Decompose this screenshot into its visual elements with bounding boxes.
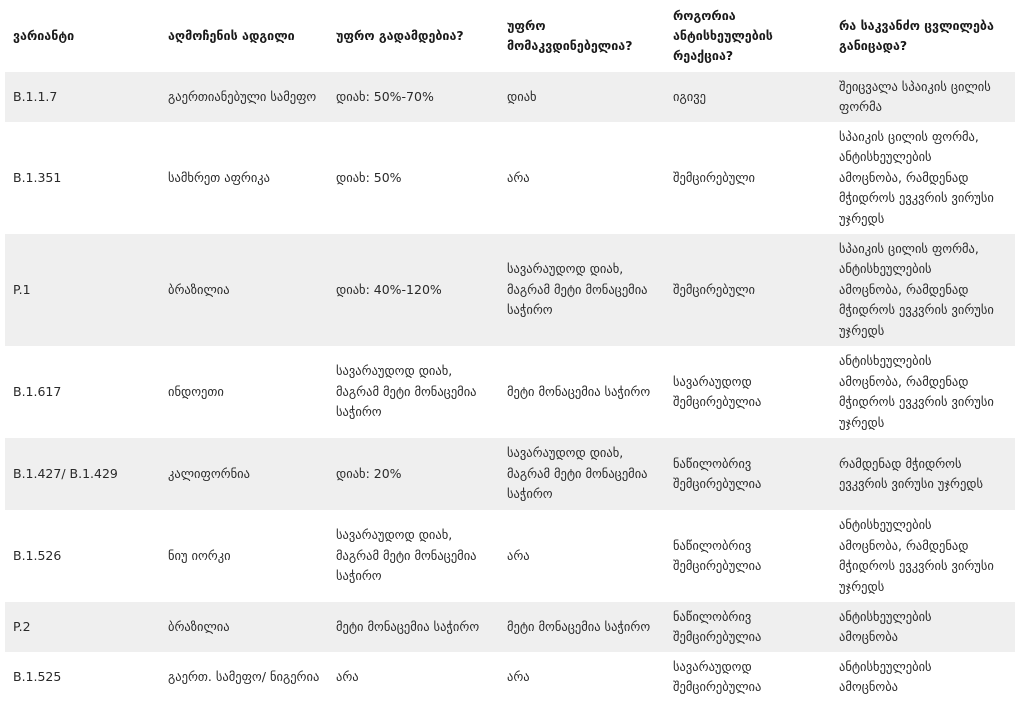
key-change-cell bbox=[831, 438, 1015, 510]
cell-text: გაერთ. სამეფო/ ნიგერია bbox=[168, 668, 320, 684]
cell-text: ბრაზილია bbox=[168, 281, 230, 297]
header-discovery-place bbox=[160, 0, 328, 72]
cell-text: ანტისხეულების ამოცნობა bbox=[839, 658, 932, 694]
cell-text: ნაწილობრივ შემცირებულია bbox=[673, 537, 762, 573]
variant-cell bbox=[5, 652, 160, 702]
transmissible-cell bbox=[328, 122, 499, 234]
header-variant bbox=[5, 0, 160, 72]
antibody-reaction-cell bbox=[665, 438, 831, 510]
variant-cell bbox=[5, 234, 160, 346]
cell-text: დიახ bbox=[507, 88, 537, 104]
header-more-lethal bbox=[499, 0, 665, 72]
variant-cell bbox=[5, 438, 160, 510]
lethal-cell bbox=[499, 346, 665, 438]
key-change-cell bbox=[831, 72, 1015, 122]
cell-text: ანტისხეულების ამოცნობა, რამდენად მჭიდროს ევკვრის ვირუსი უჯრედს bbox=[839, 353, 994, 430]
transmissible-cell bbox=[328, 72, 499, 122]
key-change-cell bbox=[831, 652, 1015, 702]
cell-text: სავარაუდოდ დიახ, მაგრამ მეტი მონაცემია საჭირო bbox=[336, 363, 477, 420]
cell-text: არა bbox=[507, 547, 530, 563]
key-change-cell bbox=[831, 602, 1015, 652]
cell-text: არა bbox=[336, 668, 359, 684]
antibody-reaction-cell bbox=[665, 122, 831, 234]
antibody-reaction-cell bbox=[665, 602, 831, 652]
cell-text: რამდენად მჭიდროს ევკვრის ვირუსი უჯრედს bbox=[839, 455, 984, 491]
cell-text: B.1.351 bbox=[13, 169, 62, 185]
cell-text: შემცირებული bbox=[673, 281, 756, 297]
header-row bbox=[5, 0, 1015, 72]
variant-cell bbox=[5, 602, 160, 652]
antibody-reaction-cell bbox=[665, 234, 831, 346]
key-change-cell bbox=[831, 346, 1015, 438]
antibody-reaction-cell bbox=[665, 510, 831, 602]
cell-text: P.1 bbox=[13, 281, 31, 297]
lethal-cell bbox=[499, 602, 665, 652]
variants-table bbox=[5, 0, 1015, 702]
cell-text: დიახ: 50%-70% bbox=[336, 88, 434, 104]
table-row bbox=[5, 602, 1015, 652]
transmissible-cell bbox=[328, 438, 499, 510]
table-body bbox=[5, 72, 1015, 702]
header-antibody-reaction bbox=[665, 0, 831, 72]
lethal-cell bbox=[499, 652, 665, 702]
table-header bbox=[5, 0, 1015, 72]
cell-text: მეტი მონაცემია საჭირო bbox=[507, 618, 651, 634]
cell-text: სპაიკის ცილის ფორმა, ანტისხეულების ამოცნობა, რამდენად მჭიდროს ევკვრის ვირუსი უჯრედს bbox=[839, 128, 994, 226]
cell-text: ნაწილობრივ შემცირებულია bbox=[673, 608, 762, 644]
variant-cell bbox=[5, 510, 160, 602]
antibody-reaction-cell bbox=[665, 652, 831, 702]
cell-text: არა bbox=[507, 169, 530, 185]
discovery-place-cell bbox=[160, 122, 328, 234]
key-change-cell bbox=[831, 510, 1015, 602]
cell-text: არა bbox=[507, 668, 530, 684]
cell-text: იგივე bbox=[673, 88, 706, 104]
lethal-cell bbox=[499, 438, 665, 510]
cell-text: ნაწილობრივ შემცირებულია bbox=[673, 455, 762, 491]
cell-text: ინდოეთი bbox=[168, 383, 224, 399]
cell-text: გაერთიანებული სამეფო bbox=[168, 88, 317, 104]
cell-text: სავარაუდოდ შემცირებულია bbox=[673, 658, 762, 694]
table-row bbox=[5, 652, 1015, 702]
cell-text: სავარაუდოდ დიახ, მაგრამ მეტი მონაცემია საჭირო bbox=[507, 445, 648, 502]
lethal-cell bbox=[499, 234, 665, 346]
lethal-cell bbox=[499, 122, 665, 234]
cell-text: სამხრეთ აფრიკა bbox=[168, 169, 271, 185]
transmissible-cell bbox=[328, 652, 499, 702]
cell-text: ანტისხეულების ამოცნობა, რამდენად მჭიდროს ევკვრის ვირუსი უჯრედს bbox=[839, 517, 994, 594]
variant-cell bbox=[5, 122, 160, 234]
table-row bbox=[5, 346, 1015, 438]
discovery-place-cell bbox=[160, 346, 328, 438]
cell-text: B.1.427/ B.1.429 bbox=[13, 465, 118, 481]
cell-text: P.2 bbox=[13, 618, 31, 634]
cell-text: დიახ: 40%-120% bbox=[336, 281, 442, 297]
variant-cell bbox=[5, 72, 160, 122]
cell-text: სავარაუდოდ დიახ, მაგრამ მეტი მონაცემია საჭირო bbox=[336, 527, 477, 584]
transmissible-cell bbox=[328, 602, 499, 652]
cell-text: B.1.617 bbox=[13, 383, 62, 399]
lethal-cell bbox=[499, 510, 665, 602]
cell-text: სპაიკის ცილის ფორმა, ანტისხეულების ამოცნობა, რამდენად მჭიდროს ევკვრის ვირუსი უჯრედს bbox=[839, 240, 994, 338]
variant-cell bbox=[5, 346, 160, 438]
cell-text: დიახ: 20% bbox=[336, 465, 402, 481]
key-change-cell bbox=[831, 234, 1015, 346]
header-label: რა საკვანძო ცვლილება განიცადა? bbox=[839, 18, 994, 53]
cell-text: კალიფორნია bbox=[168, 465, 250, 481]
antibody-reaction-cell bbox=[665, 72, 831, 122]
header-label: როგორია ანტისხეულების რეაქცია? bbox=[673, 8, 773, 63]
table-row bbox=[5, 72, 1015, 122]
header-label: ვარიანტი bbox=[13, 28, 75, 43]
cell-text: შეიცვალა სპაიკის ცილის ფორმა bbox=[839, 78, 991, 114]
discovery-place-cell bbox=[160, 72, 328, 122]
discovery-place-cell bbox=[160, 602, 328, 652]
discovery-place-cell bbox=[160, 652, 328, 702]
cell-text: სავარაუდოდ დიახ, მაგრამ მეტი მონაცემია საჭირო bbox=[507, 261, 648, 318]
header-more-transmissible bbox=[328, 0, 499, 72]
lethal-cell bbox=[499, 72, 665, 122]
cell-text: ნიუ იორკი bbox=[168, 547, 231, 563]
cell-text: ანტისხეულების ამოცნობა bbox=[839, 608, 932, 644]
discovery-place-cell bbox=[160, 438, 328, 510]
header-label: უფრო მომაკვდინებელია? bbox=[507, 18, 633, 53]
discovery-place-cell bbox=[160, 234, 328, 346]
cell-text: ბრაზილია bbox=[168, 618, 230, 634]
header-label: უფრო გადამდებია? bbox=[336, 28, 464, 43]
transmissible-cell bbox=[328, 510, 499, 602]
cell-text: სავარაუდოდ შემცირებულია bbox=[673, 373, 762, 409]
table-row bbox=[5, 510, 1015, 602]
antibody-reaction-cell bbox=[665, 346, 831, 438]
header-label: აღმოჩენის ადგილი bbox=[168, 28, 295, 43]
table-row bbox=[5, 122, 1015, 234]
key-change-cell bbox=[831, 122, 1015, 234]
discovery-place-cell bbox=[160, 510, 328, 602]
cell-text: B.1.525 bbox=[13, 668, 62, 684]
cell-text: B.1.526 bbox=[13, 547, 62, 563]
cell-text: დიახ: 50% bbox=[336, 169, 402, 185]
cell-text: მეტი მონაცემია საჭირო bbox=[507, 383, 651, 399]
cell-text: B.1.1.7 bbox=[13, 88, 58, 104]
cell-text: მეტი მონაცემია საჭირო bbox=[336, 618, 480, 634]
table-row bbox=[5, 438, 1015, 510]
transmissible-cell bbox=[328, 346, 499, 438]
transmissible-cell bbox=[328, 234, 499, 346]
cell-text: შემცირებული bbox=[673, 169, 756, 185]
table-row bbox=[5, 234, 1015, 346]
header-key-change bbox=[831, 0, 1015, 72]
